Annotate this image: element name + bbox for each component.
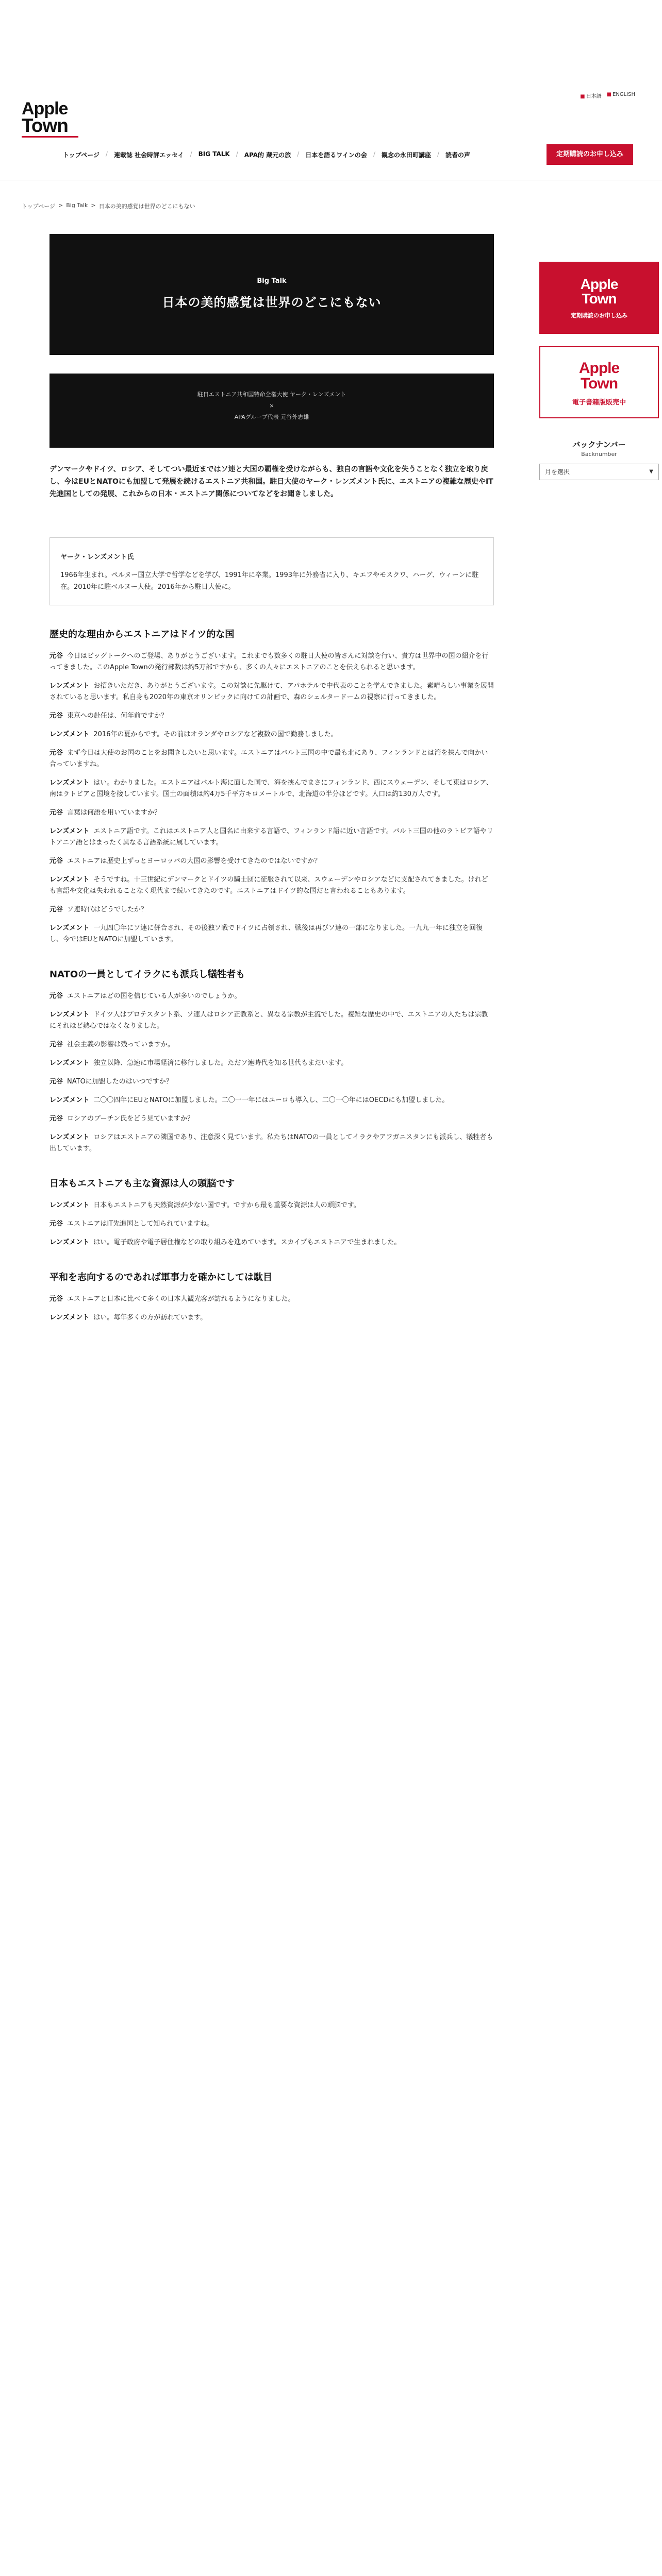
paragraph-text: ソ連時代はどうでしたか？: [67, 906, 148, 913]
dialogue-paragraph: [49, 1294, 494, 1305]
dialogue-paragraph: [49, 1058, 494, 1069]
paragraph-text: 二〇〇四年にEUとNATOに加盟しました。二〇一一年にはユーロも導入し、二〇一〇年にはOECDにも加盟しました。: [93, 1096, 449, 1104]
banner-subtitle: 定期購読のお申し込み: [571, 312, 627, 319]
lang-en-link[interactable]: ■ ENGLISH: [606, 92, 635, 97]
article-body: [49, 627, 494, 1324]
section-title: 日本もエストニアも主な資源は人の頭脳です: [49, 1178, 235, 1189]
dialogue-paragraph: [49, 874, 494, 897]
speaker-name: 元谷: [49, 712, 63, 720]
backnumber-heading: バックナンバー Backnumber: [572, 440, 626, 457]
speaker-name: 元谷: [49, 1115, 63, 1123]
dialogue-paragraph: [49, 904, 494, 916]
main-nav: トップページ / 連載誌 社会時評エッセイ / BIG TALK / APA的 蔵元の旅 / 日本を語るワインの会 / 観念の永田町講座 / 読者の声: [63, 150, 471, 159]
subscribe-banner[interactable]: Apple Town 定期購読のお申し込み: [539, 262, 659, 334]
speaker-name: 元谷: [49, 992, 63, 1000]
dialogue-paragraph: [49, 807, 494, 819]
dialogue-paragraph: [49, 1095, 494, 1106]
dialogue-paragraph: [49, 856, 494, 867]
credit-guest: 駐日エストニア共和国特命全権大使 ヤーク・レンズメント: [197, 391, 346, 398]
dialogue-paragraph: [49, 748, 494, 770]
speaker-name: レンズメント: [49, 682, 90, 690]
profile-text: 1966年生まれ。ペルヌー国立大学で哲学などを学び、1991年に卒業。1993年に外務省に入り、キエフやモスクワ、ハーグ、ウィーンに駐在。2010年に駐ベルヌー大使。2016年から駐日大使に。: [60, 571, 479, 591]
dialogue-paragraph: [49, 991, 494, 1002]
month-select[interactable]: 月を選択 ▼: [539, 464, 659, 480]
article-kicker: Big Talk: [257, 277, 287, 285]
speaker-name: 元谷: [49, 1295, 63, 1303]
credit-cross: ×: [269, 402, 274, 409]
dialogue-paragraph: [49, 1132, 494, 1155]
paragraph-text: 一九四〇年にソ連に併合され、その後独ソ戦でドイツに占領され、戦後は再びソ連の一部になりました。一九九一年に独立を回復し、今ではEUとNATOに加盟しています。: [49, 924, 483, 943]
subscribe-button[interactable]: 定期購読のお申し込み: [547, 144, 633, 165]
paragraph-text: エストニア語です。これはエストニア人と国名に由来する言語で、フィンランド語に近い言語です。バルト三国の他のラトビア語やリトアニア語とはまったく異なる言語系統に属しています。: [49, 827, 493, 846]
paragraph-text: NATOに加盟したのはいつですか？: [67, 1078, 173, 1086]
section-title: 歴史的な理由からエストニアはドイツ的な国: [49, 629, 235, 640]
speaker-name: レンズメント: [49, 1096, 90, 1104]
banner-subtitle: 電子書籍版販売中: [572, 399, 626, 406]
speaker-name: 元谷: [49, 749, 63, 757]
ebook-banner[interactable]: Apple Town 電子書籍版販売中: [539, 346, 659, 418]
dialogue-paragraph: [49, 710, 494, 722]
logo-line1: Apple: [22, 99, 68, 118]
speaker-name: レンズメント: [49, 1201, 90, 1209]
paragraph-text: まず今日は大使のお国のことをお聞きしたいと思います。エストニアはバルト三国の中で最も北にあり、フィンランドとは湾を挟んで向かい合っていますね。: [49, 749, 488, 768]
nav-item[interactable]: 日本を語るワインの会: [305, 151, 367, 159]
speaker-name: 元谷: [49, 1078, 63, 1086]
lang-ja-link[interactable]: ■ 日本語: [580, 94, 602, 99]
speaker-name: 元谷: [49, 1220, 63, 1228]
nav-item[interactable]: トップページ: [63, 151, 100, 159]
paragraph-text: ドイツ人はプロテスタント系、ソ連人はロシア正教系と、異なる宗教が主流でした。複雑な歴史の中で、エストニアの人たちは宗教にそれほど熱心ではなくなりました。: [49, 1011, 488, 1030]
paragraph-text: 2016年の夏からです。その前はオランダやロシアなど複数の国で勤務しました。: [93, 731, 338, 738]
chevron-down-icon: ▼: [649, 469, 653, 474]
dialogue-paragraph: [49, 1009, 494, 1032]
breadcrumb-current: 日本の美的感覚は世界のどこにもない: [98, 203, 195, 210]
speaker-name: 元谷: [49, 809, 63, 817]
speaker-name: レンズメント: [49, 731, 90, 738]
paragraph-text: ロシアはエストニアの隣国であり、注意深く見ています。私たちはNATOの一員としてイラクやアフガニスタンにも派兵し、犠牲者も出しています。: [49, 1133, 493, 1153]
speaker-name: レンズメント: [49, 1059, 90, 1067]
article-lead: デンマークやドイツ、ロシア、そしてつい最近まではソ連と大国の覇権を受けながらも、独自の言語や文化を失うことなく独立を取り戻し、今はEUとNATOにも加盟して発展を続けるエストニア共和国。駐日大使のヤーク・レンズメント氏に、エストニアの複雑な歴史やIT先進国としての発展、これからの日本・エストニア関係についてなどをお聞きしました。: [49, 465, 493, 498]
speaker-name: レンズメント: [49, 1239, 90, 1246]
nav-item[interactable]: APA的 蔵元の旅: [244, 151, 291, 159]
dialogue-paragraph: [49, 1237, 494, 1248]
speaker-name: 元谷: [49, 1041, 63, 1048]
guest-profile: [49, 537, 494, 605]
dialogue-paragraph: [49, 826, 494, 849]
article-hero: [49, 234, 494, 355]
breadcrumb-section[interactable]: Big Talk: [66, 202, 88, 209]
paragraph-text: そうですね。十三世紀にデンマークとドイツの騎士団に征服されて以来、スウェーデンやロシアなどに支配されてきました。けれども言語や文化は失われることなく現代まで続いてきたのです。エストニアはドイツ的な国だと言われることもあります。: [49, 876, 488, 895]
article-title: 日本の美的感覚は世界のどこにもない: [162, 295, 382, 310]
nav-item[interactable]: 読者の声: [445, 151, 471, 159]
paragraph-text: はい。毎年多くの方が訪れています。: [93, 1314, 207, 1321]
paragraph-text: 今日はビッグトークへのご登場、ありがとうございます。これまでも数多くの駐日大使の皆さんに対談を行い、貴方は世界中の国の紹介を行ってきました。このApple Townの発行部数は約5万部ですから、多くの人々にエストニアのことを伝えられると思います。: [49, 652, 489, 671]
dialogue-paragraph: [49, 681, 494, 703]
nav-item[interactable]: BIG TALK: [198, 150, 230, 158]
dialogue-paragraph: [49, 729, 494, 740]
breadcrumb-home[interactable]: トップページ: [22, 203, 56, 210]
section-title: 平和を志向するのであれば軍事力を確かにしては駄目: [49, 1272, 272, 1283]
dialogue-paragraph: [49, 1113, 494, 1125]
dialogue-paragraph: [49, 1076, 494, 1088]
paragraph-text: 社会主義の影響は残っていますか。: [67, 1041, 175, 1048]
speaker-name: レンズメント: [49, 1133, 90, 1141]
dialogue-paragraph: [49, 1200, 494, 1211]
nav-item[interactable]: 連載誌 社会時評エッセイ: [113, 151, 184, 159]
site-header: [0, 0, 662, 180]
speaker-name: レンズメント: [49, 827, 90, 835]
dialogue-paragraph: [49, 1218, 494, 1230]
dialogue-paragraph: [49, 1312, 494, 1324]
article: [49, 234, 494, 1331]
logo-bar: [22, 136, 78, 138]
speaker-name: レンズメント: [49, 924, 90, 932]
article-credits: [49, 374, 494, 448]
breadcrumb: トップページ > Big Talk > 日本の美的感覚は世界のどこにもない: [22, 202, 195, 210]
speaker-name: 元谷: [49, 652, 63, 660]
paragraph-text: 日本もエストニアも天然資源が少ない国です。ですから最も重要な資源は人の頭脳です。: [93, 1201, 360, 1209]
speaker-name: 元谷: [49, 906, 63, 913]
paragraph-text: エストニアは歴史上ずっとヨーロッパの大国の影響を受けてきたのではないですか？: [67, 857, 321, 865]
logo-line2: Town: [22, 114, 68, 136]
dialogue-paragraph: [49, 777, 494, 800]
nav-item[interactable]: 観念の永田町講座: [381, 151, 431, 159]
paragraph-text: 独立以降、急速に市場経済に移行しました。ただソ連時代を知る世代もまだいます。: [93, 1059, 348, 1067]
dialogue-paragraph: [49, 651, 494, 673]
paragraph-text: ロシアのプーチン氏をどう見ていますか？: [67, 1115, 194, 1123]
paragraph-text: エストニアはIT先進国として知られていますね。: [67, 1220, 214, 1228]
paragraph-text: お招きいただき、ありがとうございます。この対談に先駆けて、アパホテルで中代表のことを学んできました。素晴らしい事業を展開されていると思います。私自身も2020年の東京オリンピックに向けての計画で、森のシェルタードームの視察に行ってきました。: [49, 682, 494, 701]
sidebar: [539, 262, 659, 480]
paragraph-text: 東京への赴任は、何年前ですか？: [67, 712, 168, 720]
profile-name: ヤーク・レンズメント氏: [60, 553, 134, 561]
paragraph-text: はい。わかりました。エストニアはバルト海に面した国で、海を挟んでまさにフィンランド、西にスウェーデン、そして東はロシア、南はラトビアと国境を接しています。国土の面積は約4万5千平方キロメートルで、北海道の半分ほどです。人口は約130万人です。: [49, 779, 493, 798]
speaker-name: レンズメント: [49, 876, 90, 884]
dialogue-paragraph: [49, 923, 494, 945]
site-logo[interactable]: [22, 101, 79, 138]
paragraph-text: エストニアと日本に比べて多くの日本人観光客が訪れるようになりました。: [67, 1295, 295, 1303]
dialogue-paragraph: [49, 1039, 494, 1050]
language-links: [580, 92, 635, 99]
credit-host: APAグループ代表 元谷外志雄: [234, 414, 309, 420]
paragraph-text: エストニアはどの国を信じている人が多いのでしょうか。: [67, 992, 241, 1000]
speaker-name: 元谷: [49, 857, 63, 865]
speaker-name: レンズメント: [49, 1011, 90, 1019]
section-title: NATOの一員としてイラクにも派兵し犠牲者も: [49, 969, 245, 980]
speaker-name: レンズメント: [49, 779, 90, 787]
paragraph-text: はい。電子政府や電子居住権などの取り組みを進めています。スカイプもエストニアで生まれました。: [93, 1239, 401, 1246]
speaker-name: レンズメント: [49, 1314, 90, 1321]
paragraph-text: 言葉は何語を用いていますか？: [67, 809, 161, 817]
